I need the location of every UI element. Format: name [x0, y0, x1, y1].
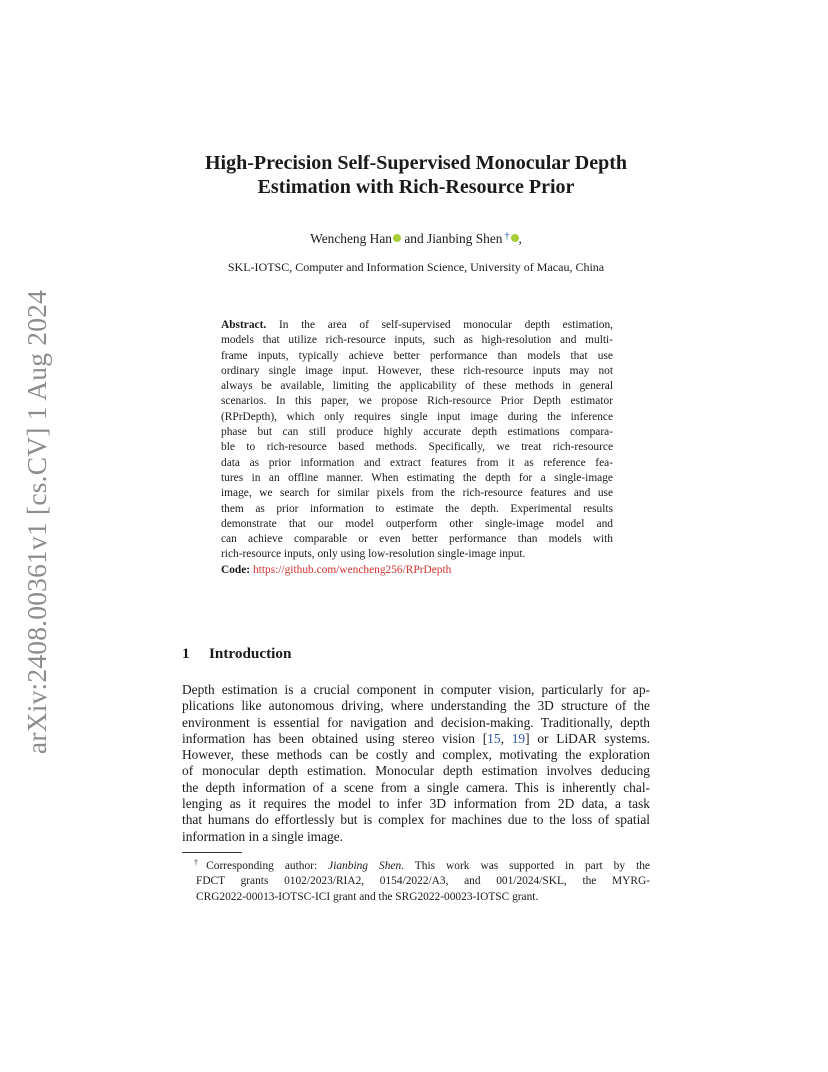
author-connector: and: [400, 231, 427, 246]
code-label: Code:: [221, 563, 251, 576]
section-heading: [182, 645, 291, 663]
section-number: 1: [182, 645, 190, 662]
paper-title: [160, 151, 672, 199]
section-title: Introduction: [209, 645, 292, 662]
abstract-line: data as prior information and extract features from it as reference fea-: [221, 456, 613, 469]
affiliation: SKL-IOTSC, Computer and Information Science, University of Macau, China: [227, 260, 605, 274]
intro-line: plications like autonomous driving, where understanding the 3D structure of the: [182, 698, 650, 714]
introduction-paragraph: [182, 682, 650, 845]
abstract-line: scenarios. In this paper, we propose Rich-resource Prior Depth estimator: [221, 395, 613, 408]
footnote-text: Corresponding author:: [206, 860, 329, 872]
abstract-line: tures in an offline manner. When estimating the depth for a single-image: [221, 471, 613, 484]
citation-separator: ,: [500, 730, 512, 746]
intro-line: However, these methods can be costly and complex, motivating the exploration: [182, 747, 650, 763]
abstract-line: ordinary single image input. However, these rich-resource inputs may not: [221, 364, 613, 377]
orcid-icon[interactable]: [393, 234, 401, 242]
author-trailing: ,: [518, 231, 522, 246]
code-link[interactable]: https://github.com/wencheng256/RPrDepth: [252, 563, 452, 576]
footnote-author: Jianbing Shen: [328, 860, 402, 872]
footnote: [196, 855, 650, 905]
abstract-line: can achieve comparable or even better performance than models with: [221, 533, 613, 546]
author-list: [160, 229, 672, 247]
abstract-block: [221, 318, 613, 578]
abstract-line: (RPrDepth), which only requires single input image during the inference: [221, 410, 613, 423]
intro-line: the depth information of a scene from a single camera. This is inherently chal-: [182, 779, 650, 795]
abstract-line: frame inputs, typically achieve better performance than models that use: [221, 349, 613, 362]
author-name: Wencheng Han: [310, 231, 392, 246]
intro-line: [182, 731, 650, 747]
abstract-line: rich-resource inputs, only using low-resolution single-image input.: [221, 548, 526, 561]
intro-line: Depth estimation is a crucial component in computer vision, particularly for ap-: [182, 682, 650, 697]
abstract-line: [221, 318, 613, 333]
citation-link[interactable]: 19: [511, 730, 526, 746]
abstract-line: them as prior information to estimate the depth. Experimental results: [221, 502, 613, 515]
abstract-label: Abstract.: [221, 319, 267, 331]
citation-link[interactable]: 15: [487, 730, 501, 746]
footnote-line: [194, 855, 650, 874]
footnote-line: FDCT grants 0102/2023/RIA2, 0154/2022/A3, and 001/2024/SKL, the MYRG-: [196, 875, 650, 888]
title-line: High-Precision Self-Supervised Monocular Depth: [204, 152, 628, 174]
footnote-divider: [182, 852, 242, 853]
title-line: Estimation with Rich-Resource Prior: [257, 176, 575, 198]
abstract-line: ble to rich-resource based methods. Specifically, we treat rich-resource: [221, 441, 613, 454]
intro-text: ] or LiDAR systems.: [525, 730, 650, 746]
intro-line: lenging as it requires the model to infer 3D information from 2D data, a task: [182, 796, 650, 812]
orcid-icon[interactable]: [511, 234, 519, 242]
arxiv-identifier-stamp: [19, 287, 55, 757]
intro-line: of monocular depth estimation. Monocular depth estimation involves deducing: [182, 763, 650, 779]
abstract-line: models that utilize rich-resource inputs, such as high-resolution and multi-: [221, 334, 613, 347]
corresponding-dagger[interactable]: †: [504, 231, 510, 242]
intro-line: that humans do effortlessly but is complex for machines due to the loss of spatial: [182, 812, 650, 828]
abstract-line: demonstrate that our model outperform other single-image model and: [221, 517, 613, 530]
abstract-line: phase but can still produce highly accurate depth estimations compara-: [221, 426, 613, 439]
code-line: [221, 563, 613, 578]
intro-text: information has been obtained using stereo vision [: [182, 730, 488, 746]
intro-line: information in a single image.: [182, 828, 344, 844]
arxiv-id-text: arXiv:2408.00361v1 [cs.CV] 1 Aug 2024: [21, 289, 53, 755]
footnote-mark: †: [194, 858, 207, 867]
abstract-line: always be available, limiting the applicability of these methods in general: [221, 380, 613, 393]
footnote-line: CRG2022-00013-IOTSC-ICI grant and the SRG2022-00023-IOTSC grant.: [196, 890, 539, 903]
abstract-line: image, we search for similar pixels from the rich-resource features and use: [221, 487, 613, 500]
footnote-text: . This work was supported in part by the: [401, 860, 650, 872]
author-name: Jianbing Shen: [427, 231, 503, 246]
abstract-text: In the area of self-supervised monocular depth estimation,: [266, 319, 613, 331]
intro-line: environment is essential for navigation and decision-making. Traditionally, depth: [182, 714, 650, 730]
